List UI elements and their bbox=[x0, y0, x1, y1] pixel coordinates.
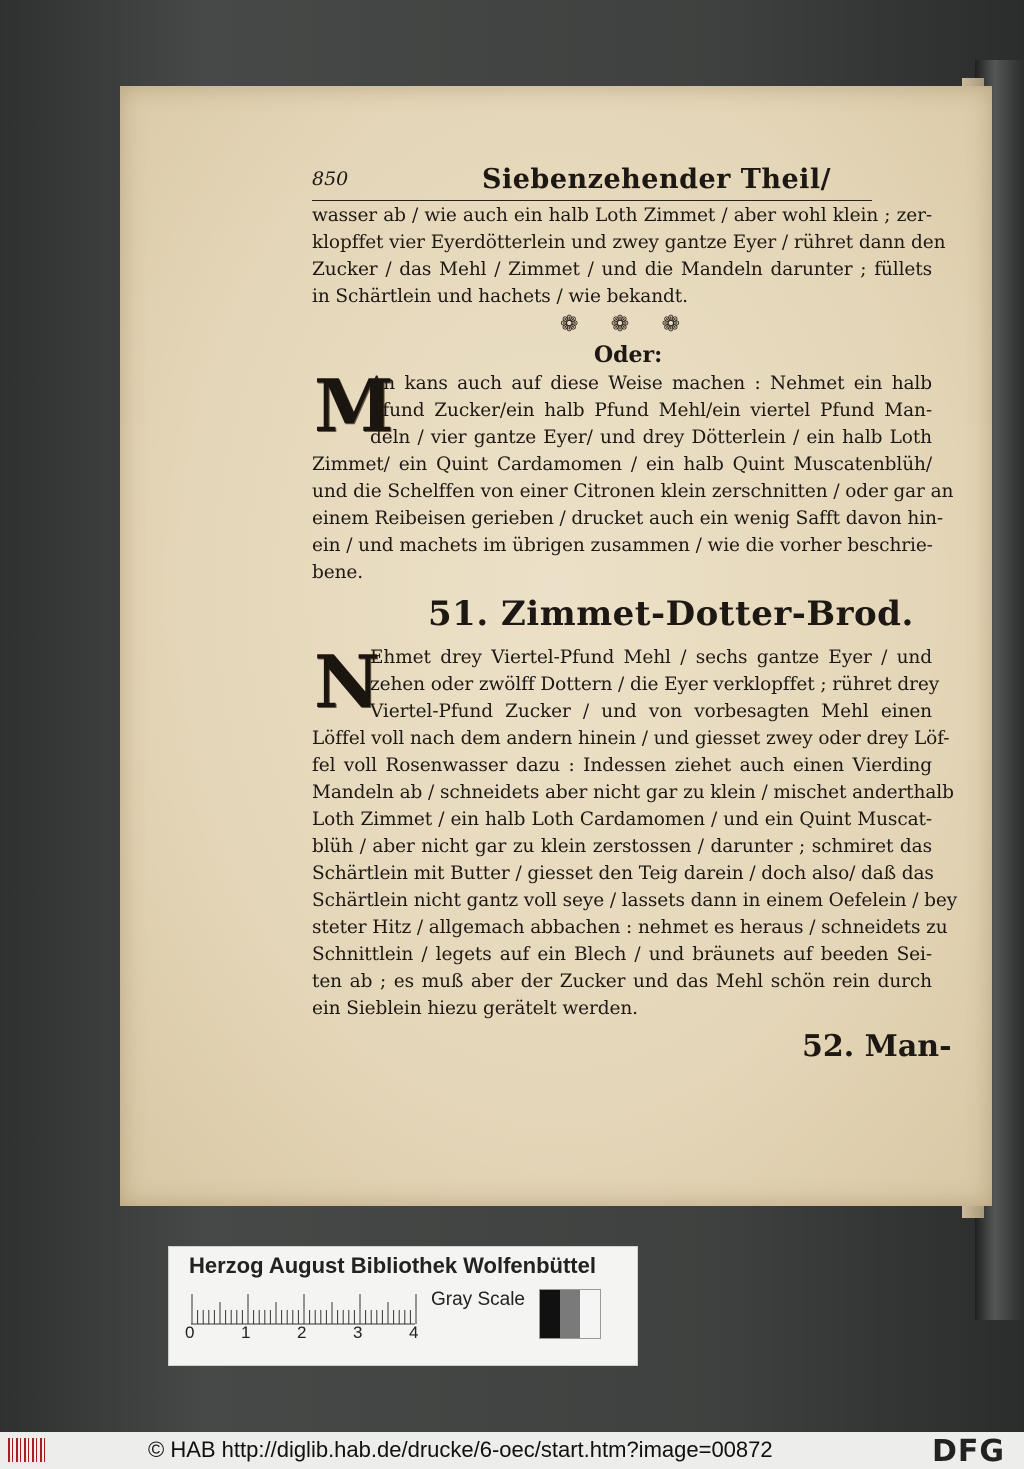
text-line: in Schärtlein und hachets / wie bekandt. bbox=[312, 286, 688, 307]
text-line: zehen oder zwölff Dottern / die Eyer verklopffet ; rühret drey bbox=[370, 674, 940, 695]
copyright-url: © HAB http://diglib.hab.de/drucke/6-oec/start.htm?image=00872 bbox=[148, 1437, 773, 1462]
text-line: ein / und machets im übrigen zusammen / wie die vorher beschrie- bbox=[312, 535, 933, 556]
text-line: Loth Zimmet / ein halb Loth Cardamomen / und ein Quint Muscat- bbox=[312, 809, 932, 830]
footer-bar bbox=[0, 1432, 1024, 1469]
ruler-numbers bbox=[185, 1323, 435, 1345]
text-line: An kans auch auf diese Weise machen : Nehmet ein halb bbox=[370, 373, 932, 394]
library-label-card bbox=[168, 1246, 638, 1366]
catchword: 52. Man- bbox=[802, 1029, 952, 1064]
text-line: fel voll Rosenwasser dazu : Indessen ziehet auch einen Vierding bbox=[312, 755, 932, 776]
text-line: Schnittlein / legets auf ein Blech / und bräunets auf beeden Sei- bbox=[312, 944, 932, 965]
swatch-gray bbox=[560, 1290, 580, 1338]
swatch-black bbox=[540, 1290, 560, 1338]
section-paragraph bbox=[312, 639, 958, 1022]
text-line: Schärtlein mit Butter / giesset den Teig darein / doch also/ daß das bbox=[312, 863, 934, 884]
text-line: Pfund Zucker/ein halb Pfund Mehl/ein viertel Pfund Man- bbox=[370, 400, 932, 421]
text-line: ten ab ; es muß aber der Zucker und das Mehl schön rein durch bbox=[312, 971, 932, 992]
top-paragraph bbox=[312, 202, 946, 310]
dfg-logo: DFG bbox=[932, 1434, 1006, 1469]
text-line: deln / vier gantze Eyer/ und drey Dötterlein / ein halb Loth bbox=[370, 427, 932, 448]
book-page bbox=[120, 86, 992, 1206]
text-line: und die Schelffen von einer Citronen klein zerschnitten / oder gar an bbox=[312, 481, 954, 502]
text-line: steter Hitz / allgemach abbachen : nehmet es heraus / schneidets zu bbox=[312, 917, 948, 938]
gray-scale-swatches bbox=[539, 1289, 601, 1339]
library-name: Herzog August Bibliothek Wolfenbüttel bbox=[189, 1253, 596, 1278]
ruler-number: 0 bbox=[185, 1323, 195, 1342]
text-line: Zucker / das Mehl / Zimmet / und die Mandeln darunter ; füllets bbox=[312, 259, 932, 280]
flower-ornament-icon: ❁ bbox=[610, 312, 630, 337]
flower-ornament-icon: ❁ bbox=[560, 312, 579, 337]
gray-scale-label: Gray Scale bbox=[431, 1289, 525, 1310]
oder-heading: Oder: bbox=[594, 342, 663, 368]
oder-paragraph bbox=[312, 363, 954, 586]
ruler-number: 2 bbox=[297, 1323, 307, 1342]
ruler-number: 3 bbox=[353, 1323, 363, 1342]
flower-ornament-icon: ❁ bbox=[661, 312, 680, 337]
text-line: Schärtlein nicht gantz voll seye / lassets dann in einem Oefelein / bey bbox=[312, 890, 958, 911]
text-line: Löffel voll nach dem andern hinein / und giesset zwey oder drey Löf- bbox=[312, 728, 950, 749]
ruler-number: 1 bbox=[241, 1323, 251, 1342]
text-line: Ehmet drey Viertel-Pfund Mehl / sechs gantze Eyer / und bbox=[370, 647, 932, 668]
page-header bbox=[312, 166, 872, 201]
text-line: wasser ab / wie auch ein halb Loth Zimmet / aber wohl klein ; zer- bbox=[312, 205, 932, 226]
text-line: ein Sieblein hiezu gerätelt werden. bbox=[312, 998, 638, 1019]
ornament-row bbox=[560, 312, 680, 336]
section-title: 51. Zimmet-Dotter-Brod. bbox=[428, 594, 914, 634]
text-line: Mandeln ab / schneidets aber nicht gar zu klein / mischet anderthalb bbox=[312, 782, 954, 803]
text-line: blüh / aber nicht gar zu klein zerstossen / darunter ; schmiret das bbox=[312, 836, 932, 857]
text-line: bene. bbox=[312, 562, 364, 583]
page-number: 850 bbox=[312, 168, 349, 190]
text-line: klopffet vier Eyerdötterlein und zwey gantze Eyer / rühret dann den bbox=[312, 232, 946, 253]
scale-ruler bbox=[191, 1291, 417, 1325]
running-head: Siebenzehender Theil/ bbox=[482, 164, 832, 195]
text-line: Viertel-Pfund Zucker / und von vorbesagten Mehl einen bbox=[370, 701, 932, 722]
text-line: Zimmet/ ein Quint Cardamomen / ein halb Quint Muscatenblüh/ bbox=[312, 454, 932, 475]
text-line: einem Reibeisen gerieben / drucket auch ein wenig Safft davon hin- bbox=[312, 508, 943, 529]
ruler-number: 4 bbox=[409, 1323, 419, 1342]
hab-logo-icon bbox=[8, 1438, 46, 1462]
section-dropcap: N bbox=[314, 639, 380, 724]
swatch-white bbox=[580, 1290, 600, 1338]
oder-dropcap: M bbox=[314, 363, 394, 448]
